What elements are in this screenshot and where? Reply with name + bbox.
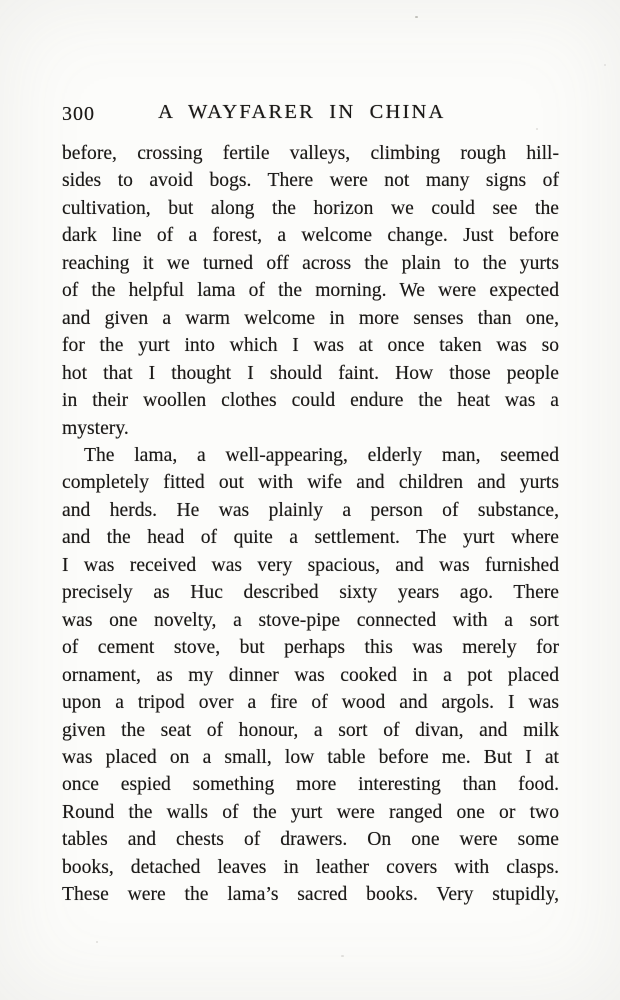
text-line: Round the walls of the yurt were ranged one or two: [62, 801, 559, 823]
text-line: tables and chests of drawers. On one were some: [62, 829, 559, 851]
text-line: in their woollen clothes could endure the heat was a: [62, 390, 559, 412]
text-line: and the head of quite a settlement. The yurt where: [62, 527, 559, 549]
paragraph: [62, 140, 559, 442]
text-line: hot that I thought I should faint. How those people: [62, 362, 559, 384]
text-line: and herds. He was plainly a person of substance,: [62, 499, 559, 521]
text-line: was placed on a small, low table before me. But I at: [62, 746, 559, 768]
scan-speck: [604, 64, 606, 66]
text-line: of cement stove, but perhaps this was merely for: [62, 637, 559, 659]
page-body: [62, 140, 559, 909]
text-line: was one novelty, a stove-pipe connected with a sort: [62, 609, 559, 631]
text-line: for the yurt into which I was at once taken was so: [62, 335, 559, 357]
text-line: ornament, as my dinner was cooked in a pot placed: [62, 664, 559, 686]
text-block: [62, 100, 559, 909]
text-line: upon a tripod over a fire of wood and argols. I was: [62, 692, 559, 714]
text-line: completely fitted out with wife and children and yurts: [62, 472, 559, 494]
text-line: These were the lama’s sacred books. Very stupidly,: [62, 884, 559, 906]
text-line: I was received was very spacious, and was furnished: [62, 554, 559, 576]
text-line: of the helpful lama of the morning. We were expected: [62, 280, 559, 302]
text-line: books, detached leaves in leather covers with clasps.: [62, 856, 559, 878]
text-line: reaching it we turned off across the plain to the yurts: [62, 252, 559, 274]
text-line: dark line of a forest, a welcome change. Just before: [62, 225, 559, 247]
running-header-title: A WAYFARER IN CHINA: [158, 101, 446, 123]
text-line: once espied something more interesting than food.: [62, 774, 559, 796]
text-line: given the seat of honour, a sort of divan, and milk: [62, 719, 559, 741]
text-line: The lama, a well-appearing, elderly man, seemed: [84, 444, 559, 466]
text-line: before, crossing fertile valleys, climbing rough hill-: [62, 143, 559, 164]
text-line: precisely as Huc described sixty years ago. There: [62, 582, 559, 604]
scan-speck: [415, 16, 418, 18]
paragraph: [62, 442, 559, 909]
page-number: 300: [62, 103, 95, 125]
text-line: mystery.: [62, 417, 129, 439]
text-line: and given a warm welcome in more senses than one,: [62, 307, 559, 329]
scan-speck: [341, 955, 344, 957]
running-header: [62, 100, 559, 130]
text-line: sides to avoid bogs. There were not many signs of: [62, 170, 559, 192]
scan-speck: [96, 941, 98, 943]
text-line: cultivation, but along the horizon we could see the: [62, 197, 559, 219]
